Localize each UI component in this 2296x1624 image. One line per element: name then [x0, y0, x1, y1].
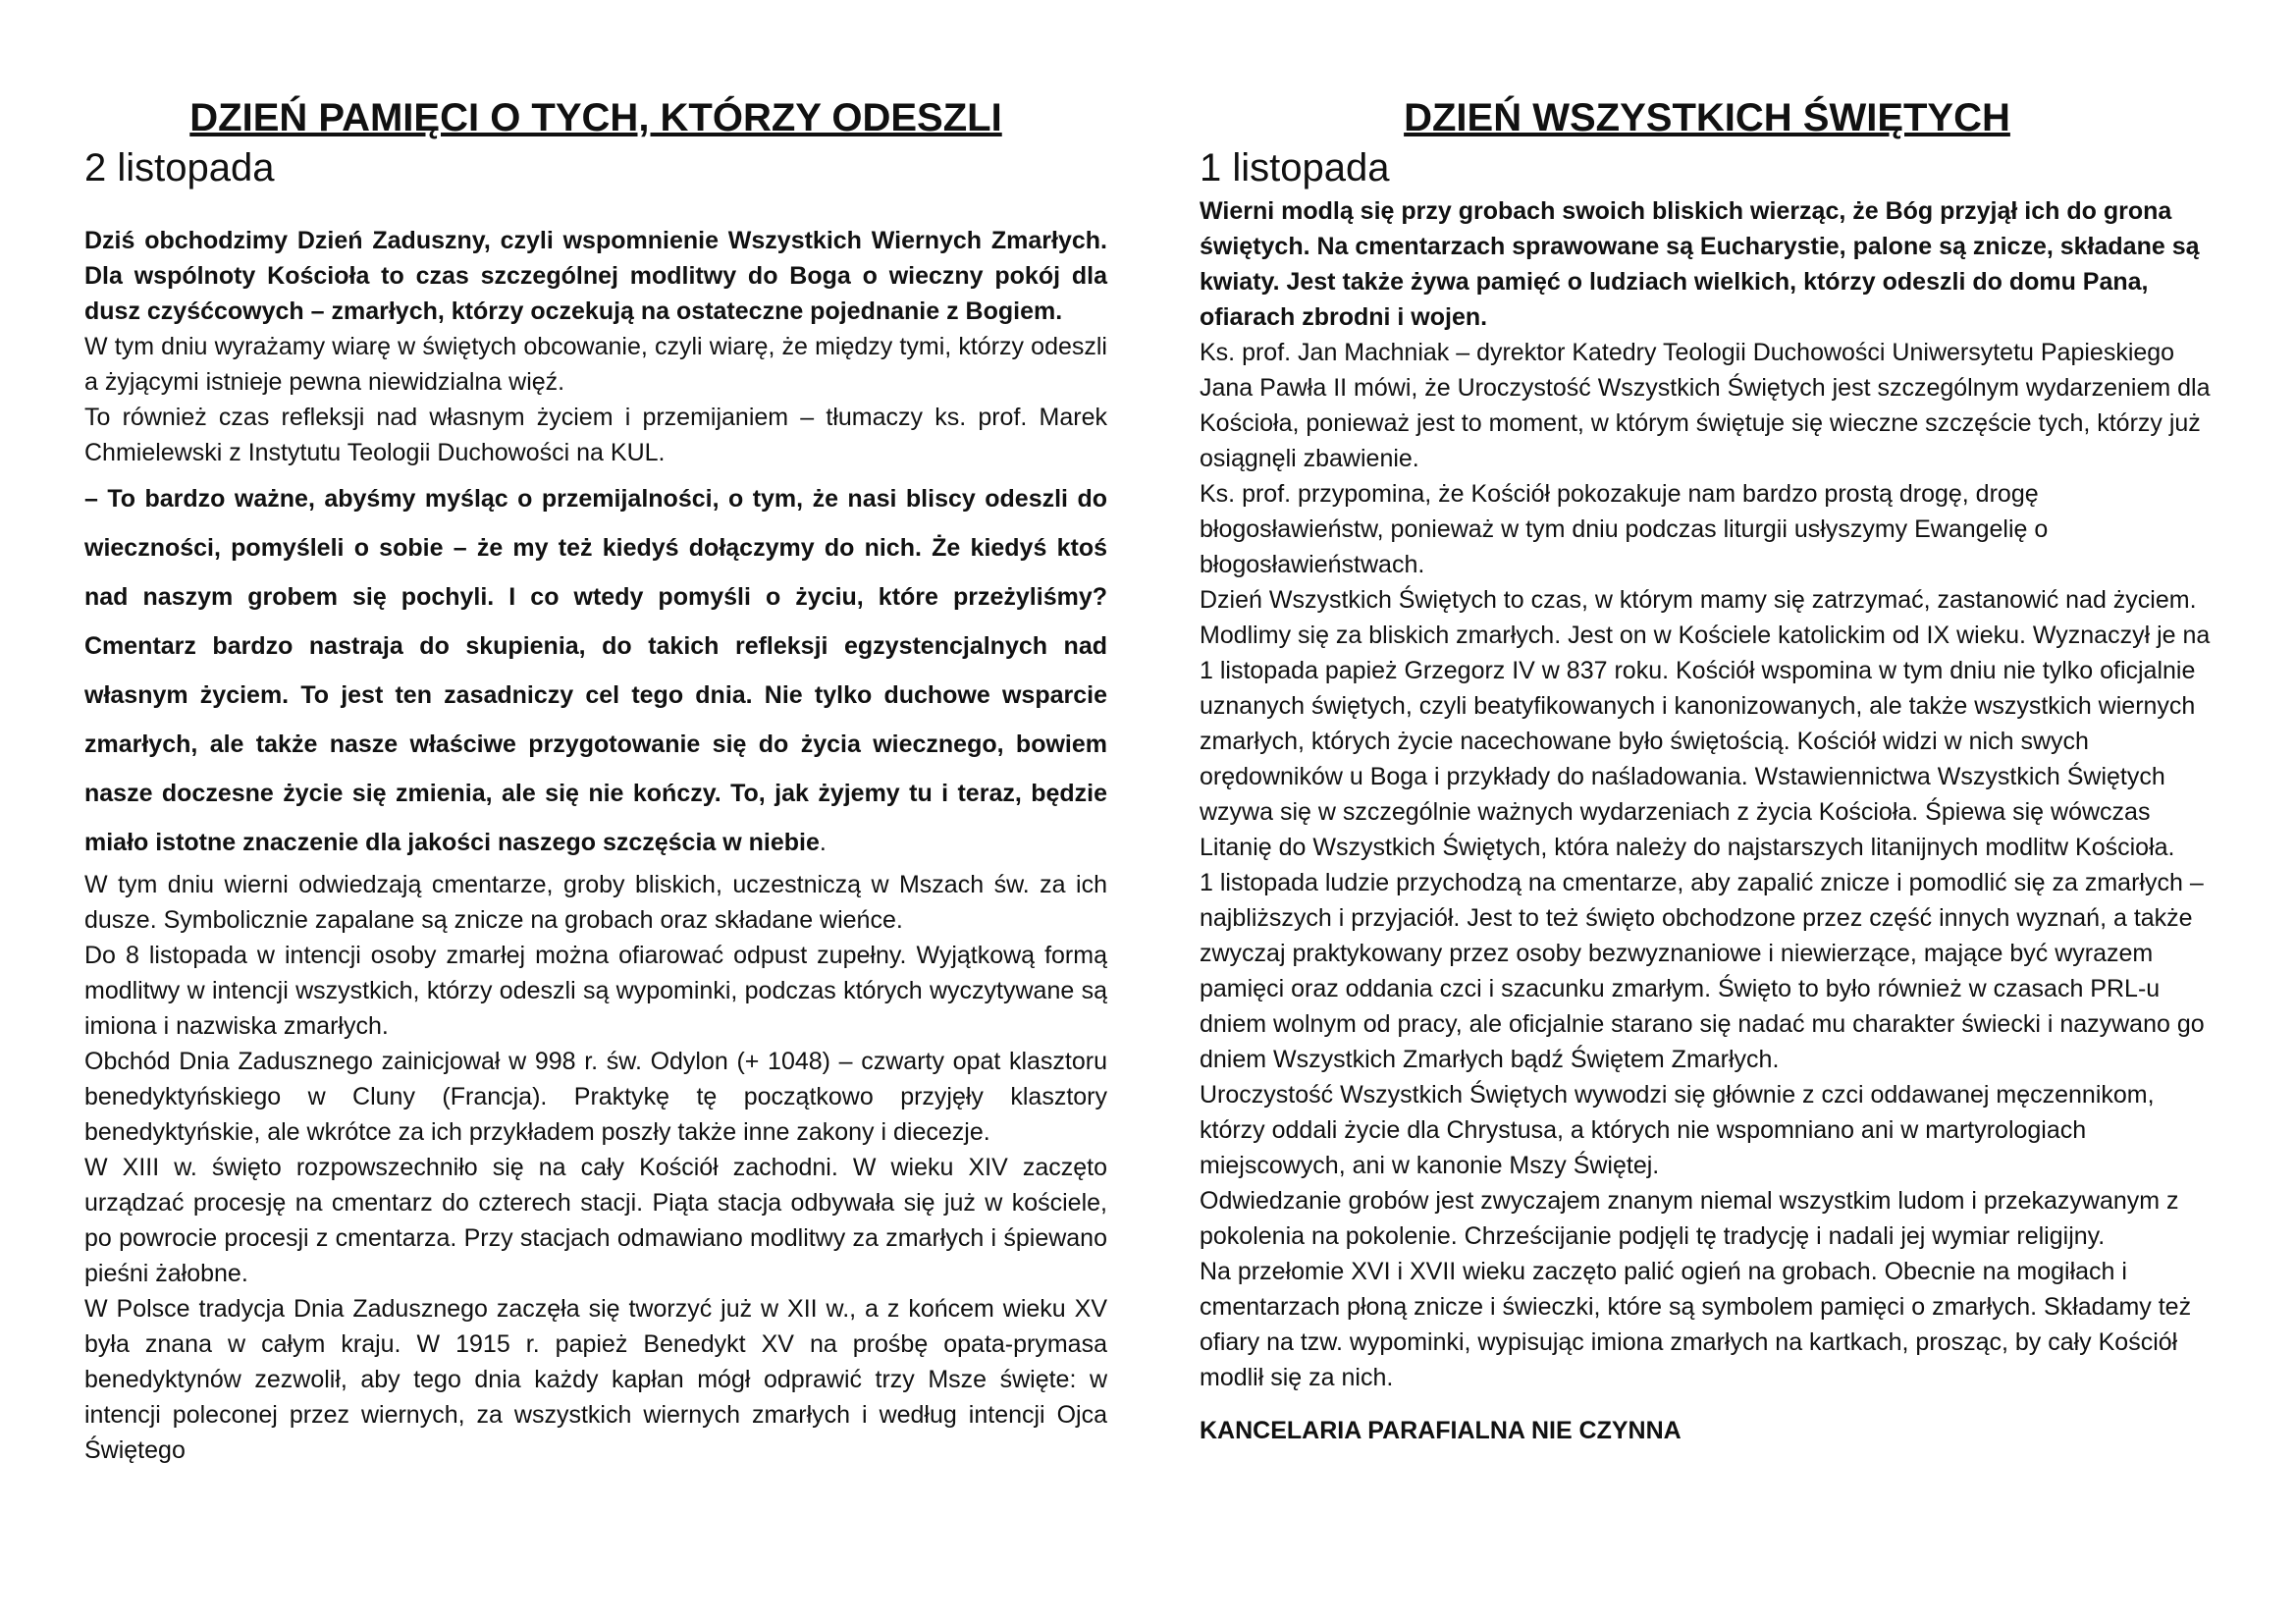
all-souls-day-column: [84, 93, 1107, 1468]
all-saints-day-column: [1200, 93, 2215, 1448]
all-souls-quote: [84, 474, 1107, 867]
all-souls-title: DZIEŃ PAMIĘCI O TYCH, KTÓRZY ODESZLI: [189, 96, 1002, 139]
all-souls-paragraph-1: W tym dniu wyrażamy wiarę w świętych obcowanie, czyli wiarę, że między tymi, którzy odeszli a żyjącymi istnieje pewna niewidzialna więź.: [84, 333, 1107, 396]
all-souls-quote-tail: .: [819, 829, 827, 856]
all-saints-lead-paragraph: Wierni modlą się przy grobach swoich bliskich wierząc, że Bóg przyjął ich do grona świętych. Na cmentarzach sprawowane są Eucharystie, palone są znicze, składane są kwiaty. Jest także żywa pamięć o ludziach wielkich, którzy odeszli do domu Pana, ofiarach zbrodni i wojen.: [1200, 197, 2200, 331]
all-saints-paragraph-2: Ks. prof. przypomina, że Kościół pokozakuje nam bardzo prostą drogę, drogę błogosławieństw, ponieważ w tym dniu podczas liturgii usłyszymy Ewangelię o błogosławieństwach.: [1200, 480, 2049, 578]
all-saints-title: DZIEŃ WSZYSTKICH ŚWIĘTYCH: [1404, 96, 2010, 139]
all-saints-paragraph-5: Uroczystość Wszystkich Świętych wywodzi się głównie z czci oddawanej męczennikom, którzy oddali życie dla Chrystusa, a których nie wspomniano ani w martyrologiach miejscowych, ani w kanonie Mszy Świętej.: [1200, 1081, 2155, 1179]
all-souls-paragraph-5: Obchód Dnia Zadusznego zainicjował w 998 r. św. Odylon (+ 1048) – czwarty opat klasztoru benedyktyńskiego w Cluny (Francja). Praktykę tę początkowo przyjęły klasztory benedyktyńskie, ale wkrótce za ich przykładem poszły także inne zakony i diecezje.: [84, 1048, 1107, 1146]
all-souls-paragraph-3: W tym dniu wierni odwiedzają cmentarze, groby bliskich, uczestniczą w Mszach św. za ich dusze. Symbolicznie zapalane są znicze na grobach oraz składane wieńce.: [84, 871, 1107, 934]
all-saints-paragraph-1: Ks. prof. Jan Machniak – dyrektor Katedry Teologii Duchowości Uniwersytetu Papieskiego Jana Pawła II mówi, że Uroczystość Wszystkich Świętych jest szczególnym wydarzeniem dla Kościoła, ponieważ jest to moment, w którym świętuje się wieczne szczęście tych, którzy już osiągnęli zbawienie.: [1200, 339, 2211, 472]
all-souls-paragraph-7: W Polsce tradycja Dnia Zadusznego zaczęła się tworzyć już w XII w., a z końcem wieku XV była znana w całym kraju. W 1915 r. papież Benedykt XV na prośbę opata-prymasa benedyktynów zezwolił, aby tego dnia każdy kapłan mógł odprawić trzy Msze święte: w intencji poleconej przez wiernych, za wszystkich wiernych zmarłych i według intencji Ojca Świętego: [84, 1295, 1107, 1464]
all-saints-date: 1 listopada: [1200, 146, 1390, 189]
all-saints-paragraph-3: Dzień Wszystkich Świętych to czas, w którym mamy się zatrzymać, zastanowić nad życiem. Modlimy się za bliskich zmarłych. Jest on w Kościele katolickim od IX wieku. Wyznaczył je na 1 listopada papież Grzegorz IV w 837 roku. Kościół wspomina w tym dniu nie tylko oficjalnie uznanych świętych, czyli beatyfikowanych i kanonizowanych, ale także wszystkich wiernych zmarłych, których życie nacechowane było świętością. Kościół widzi w nich swych orędowników u Boga i przykłady do naśladowania. Wstawiennictwa Wszystkich Świętych wzywa się w szczególnie ważnych wydarzeniach z życia Kościoła. Śpiewa się wówczas Litanię do Wszystkich Świętych, która należy do najstarszych litanijnych modlitw Kościoła.: [1200, 586, 2211, 861]
all-souls-quote-text: – To bardzo ważne, abyśmy myśląc o przemijalności, o tym, że nasi bliscy odeszli do wieczności, pomyśleli o sobie – że my też kiedyś dołączymy do nich. Że kiedyś ktoś nad naszym grobem się pochyli. I co wtedy pomyśli o życiu, które przeżyliśmy? Cmentarz bardzo nastraja do skupienia, do takich refleksji egzystencjalnych nad własnym życiem. To jest ten zasadniczy cel tego dnia. Nie tylko duchowe wsparcie zmarłych, ale także nasze właściwe przygotowanie się do życia wiecznego, bowiem nasze doczesne życie się zmienia, ale się nie kończy. To, jak żyjemy tu i teraz, będzie miało istotne znaczenie dla jakości naszego szczęścia w niebie: [84, 485, 1107, 856]
all-souls-paragraph-6: W XIII w. święto rozpowszechniło się na cały Kościół zachodni. W wieku XIV zaczęto urządzać procesję na cmentarz do czterech stacji. Piąta stacja odbywała się już w kościele, po powrocie procesji z cmentarza. Przy stacjach odmawiano modlitwy za zmarłych i śpiewano pieśni żałobne.: [84, 1154, 1107, 1287]
parish-office-closed-notice: KANCELARIA PARAFIALNA NIE CZYNNA: [1200, 1417, 1682, 1444]
all-souls-paragraph-4: Do 8 listopada w intencji osoby zmarłej można ofiarować odpust zupełny. Wyjątkową formą modlitwy w intencji wszystkich, którzy odeszli są wypominki, podczas których wyczytywane są imiona i nazwiska zmarłych.: [84, 942, 1107, 1040]
all-saints-paragraph-6: Odwiedzanie grobów jest zwyczajem znanym niemal wszystkim ludom i przekazywanym z pokolenia na pokolenie. Chrześcijanie podjęli tę tradycję i nadali jej wymiar religijny.: [1200, 1187, 2179, 1250]
all-saints-paragraph-7: Na przełomie XVI i XVII wieku zaczęto palić ogień na grobach. Obecnie na mogiłach i cmentarzach płoną znicze i świeczki, które są symbolem pamięci o zmarłych. Składamy też ofiary na tzw. wypominki, wypisując imiona zmarłych na kartkach, prosząc, by cały Kościół modlił się za nich.: [1200, 1258, 2192, 1391]
all-souls-date: 2 listopada: [84, 146, 275, 189]
all-saints-paragraph-4: 1 listopada ludzie przychodzą na cmentarze, aby zapalić znicze i pomodlić się za zmarłych – najbliższych i przyjaciół. Jest to też święto obchodzone przez część innych wyznań, a także zwyczaj praktykowany przez osoby bezwyznaniowe i niewierzące, mające być wyrazem pamięci oraz oddania czci i szacunku zmarłym. Święto to było również w czasach PRL-u dniem wolnym od pracy, ale oficjalnie starano się nadać mu charakter świecki i nazywano go dniem Wszystkich Zmarłych bądź Świętem Zmarłych.: [1200, 869, 2205, 1073]
all-souls-paragraph-2: To również czas refleksji nad własnym życiem i przemijaniem – tłumaczy ks. prof. Marek Chmielewski z Instytutu Teologii Duchowości na KUL.: [84, 404, 1107, 466]
all-souls-lead-paragraph: Dziś obchodzimy Dzień Zaduszny, czyli wspomnienie Wszystkich Wiernych Zmarłych. Dla wspólnoty Kościoła to czas szczególnej modlitwy do Boga o wieczny pokój dla dusz czyśćcowych – zmarłych, którzy oczekują na ostateczne pojednanie z Bogiem.: [84, 227, 1107, 325]
